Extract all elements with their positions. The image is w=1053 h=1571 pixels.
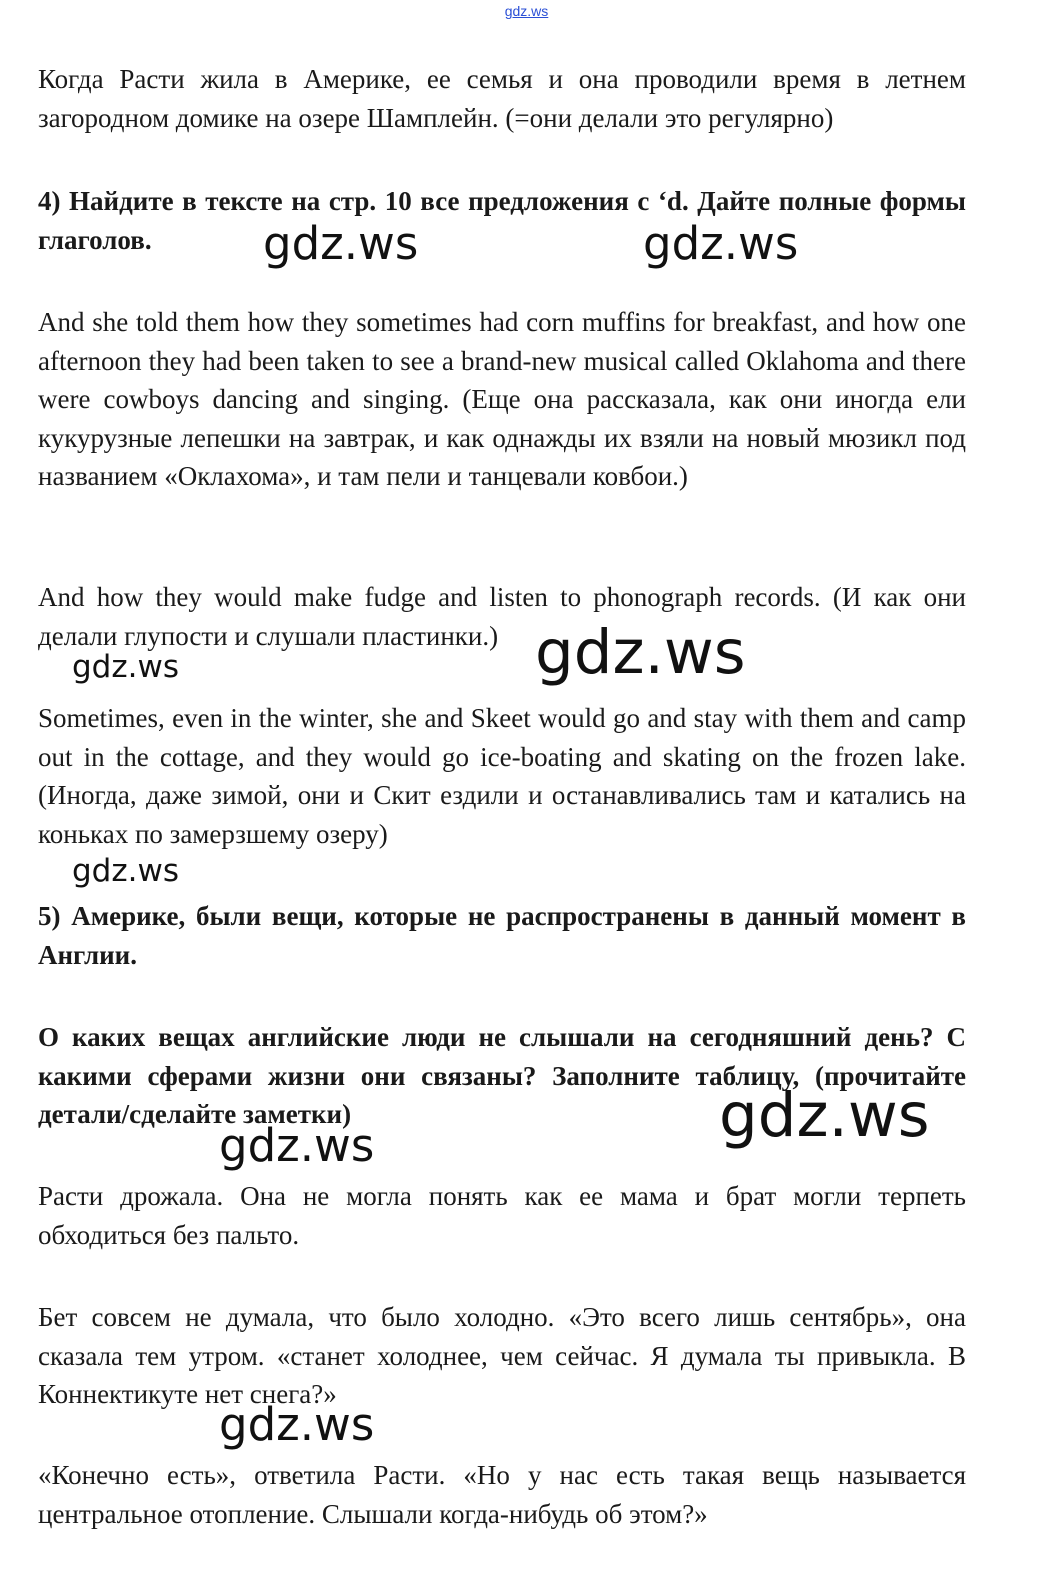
watermark: gdz.ws: [72, 649, 179, 685]
paragraph-6: Бет совсем не думала, что было холодно. «Это всего лишь сентябрь», она сказала тем утром. «станет холоднее, чем сейчас. Я думала ты привыкла. В Коннектикуте нет снега?»: [38, 1302, 966, 1409]
paragraph-2: And she told them how they sometimes had corn muffins for breakfast, and how one afternoon they had been taken to see a brand-new musical called Oklahoma and there were cowboys dancing and singing. (Еще она рассказала, как они иногда ели кукурузные лепешки на завтрак, и как однажды их взяли на новый мюзикл под названием «Оклахома», и там пели и танцевали ковбои.): [38, 307, 966, 491]
watermark: gdz.ws: [719, 1080, 930, 1151]
paragraph-4: Sometimes, even in the winter, she and Skeet would go and stay with them and camp out in the cottage, and they would go ice-boating and skating on the frozen lake. (Иногда, даже зимой, они и Скит ездили и останавливались там и катались на коньках по замерзшему озеру): [38, 703, 966, 849]
watermark: gdz.ws: [219, 1119, 375, 1172]
paragraph-5: Расти дрожала. Она не могла понять как ее мама и брат могли терпеть обходиться без пальто.: [38, 1181, 966, 1250]
watermark: gdz.ws: [643, 217, 799, 270]
watermark: gdz.ws: [263, 217, 419, 270]
task-4-heading: 4) Найдите в тексте на стр. 10 все предложения с ‘d. Дайте полные формы глаголов.: [38, 186, 966, 255]
watermark: gdz.ws: [72, 853, 179, 889]
task-5-heading: 5) Америке, были вещи, которые не распространены в данный момент в Англии.: [38, 901, 966, 970]
watermark: gdz.ws: [535, 617, 746, 688]
paragraph-7: «Конечно есть», ответила Расти. «Но у нас есть такая вещь называется центральное отопление. Слышали когда-нибудь об этом?»: [38, 1460, 966, 1529]
paragraph-3: And how they would make fudge and listen to phonograph records. (И как они делали глупости и слушали пластинки.): [38, 582, 966, 651]
paragraph-1: Когда Расти жила в Америке, ее семья и она проводили время в летнем загородном домике на озере Шамплейн. (=они делали это регулярно): [38, 64, 966, 133]
task-5-question: О каких вещах английские люди не слышали на сегодняшний день? С какими сферами жизни они связаны? Заполните таблицу, (прочитайте детали/сделайте заметки): [38, 1022, 966, 1129]
watermark: gdz.ws: [219, 1398, 375, 1451]
site-link[interactable]: gdz.ws: [504, 3, 549, 19]
